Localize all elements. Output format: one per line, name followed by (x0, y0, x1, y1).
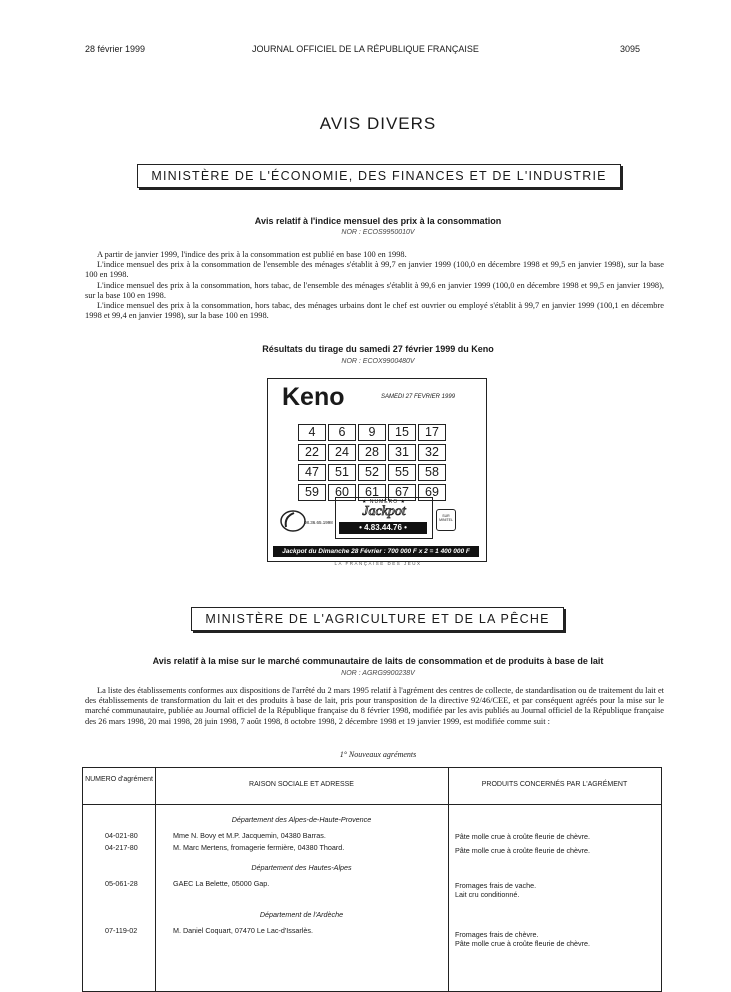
keno-number: 24 (328, 444, 356, 461)
numero-label: ★ NUMERO ★ (362, 499, 406, 505)
phone-number: 08.36.65.1998 (304, 520, 333, 525)
numero-cell: 04-217-80 (105, 843, 138, 852)
jackpot-number: • 4.83.44.76 • (339, 522, 427, 534)
keno-number: 15 (388, 424, 416, 441)
produit-cell: Pâte molle crue à croûte fleurie de chèvre. (455, 846, 591, 855)
ministry-economie-title: MINISTÈRE DE L'ÉCONOMIE, DES FINANCES ET DE L'INDUSTRIE (151, 169, 607, 183)
numero-cell: 04-021-80 (105, 831, 138, 840)
raison-cell: M. Daniel Coquart, 07470 Le Lac-d'Issarlès. (173, 926, 314, 935)
keno-number: 47 (298, 464, 326, 481)
avis2-body (85, 686, 664, 727)
minitel-label: SUR MINITEL (439, 514, 453, 522)
department-label: Département de l'Ardèche (259, 910, 344, 919)
avis1-paragraph: L'indice mensuel des prix à la consommation, hors tabac, de l'ensemble des ménages s'établit à 99,6 en janvier 1999 (100,0 en décembre 1998 et 99,5 en janvier 1998), sur la base 100 en 1998. (85, 280, 664, 300)
page-number: 3095 (620, 44, 641, 54)
department-label: Département des Alpes-de-Haute-Provence (231, 815, 372, 824)
avis2-title: Avis relatif à la mise sur le marché communautaire de laits de consommation et de produits à base de lait (152, 656, 604, 666)
journal-name: JOURNAL OFFICIEL DE LA RÉPUBLIQUE FRANÇAISE (252, 44, 479, 54)
header-date: 28 février 1999 (85, 44, 146, 54)
raison-cell: GAEC La Belette, 05000 Gap. (173, 879, 270, 888)
keno-draw-date: SAMEDI 27 FEVRIER 1999 (381, 394, 456, 400)
keno-number: 6 (328, 424, 356, 441)
keno-number: 58 (418, 464, 446, 481)
numero-cell: 05-061-28 (105, 879, 138, 888)
raison-cell: M. Marc Mertens, fromagerie fermière, 04380 Thoard. (173, 843, 345, 852)
avis1-paragraph: L'indice mensuel des prix à la consommation de l'ensemble des ménages s'établit à 99,7 en janvier 1999 (100,0 en décembre 1998 et 99,5 en janvier 1998), sur la base 100 en 1998. (85, 260, 664, 280)
avis1-body (85, 250, 664, 321)
produit-cell: Lait cru conditionné. (455, 890, 520, 899)
raison-cell: Mme N. Bovy et M.P. Jacquemin, 04380 Barras. (173, 831, 326, 840)
keno-number-grid (298, 424, 446, 501)
keno-number: 55 (388, 464, 416, 481)
avis1-title: Avis relatif à l'indice mensuel des prix à la consommation (254, 216, 502, 226)
avis1-paragraph: L'indice mensuel des prix à la consommation, hors tabac, des ménages urbains dont le chef est ouvrier ou employé s'établit à 99,7 en janvier 1999 (100,1 en décembre 1998 et 99,4 en janvier 1998), sur la base 100 en 1998. (85, 301, 664, 321)
avis1-nor: NOR : ECOS9950010V (341, 229, 415, 236)
header-numero: NUMERO d'agrément (85, 776, 153, 783)
keno-number: 31 (388, 444, 416, 461)
keno-results-title: Résultats du tirage du samedi 27 février 1999 du Keno (262, 344, 494, 354)
keno-logo: Keno (282, 383, 345, 411)
keno-number: 28 (358, 444, 386, 461)
keno-number: 32 (418, 444, 446, 461)
keno-number: 9 (358, 424, 386, 441)
avis2-nor: NOR : AGRG9900238V (341, 670, 415, 677)
keno-number: 17 (418, 424, 446, 441)
keno-number: 52 (358, 464, 386, 481)
header-produits: PRODUITS CONCERNÉS PAR L'AGRÉMENT (481, 781, 628, 788)
avis2-subheading: 1° Nouveaux agréments (339, 750, 417, 759)
ministry-agriculture-title: MINISTÈRE DE L'AGRICULTURE ET DE LA PÊCHE (205, 612, 550, 626)
keno-number: 69 (418, 484, 446, 501)
keno-number: 22 (298, 444, 326, 461)
produit-cell: Pâte molle crue à croûte fleurie de chèvre. (455, 832, 591, 841)
agrements-table (82, 767, 662, 992)
ministry-agriculture-box (191, 607, 564, 631)
ministry-economie-box (137, 164, 621, 188)
produit-cell: Fromages frais de vache. (455, 881, 537, 890)
avis2-paragraph: La liste des établissements conformes aux dispositions de l'arrêté du 2 mars 1995 relatif à l'agrément des centres de collecte, de standardisation ou de traitement du lait et des établissements de transformation du lait et des produits à base de lait, pris pour transposition de la directive 92/46/CEE, et par conséquent agréés pour la mise sur le marché communautaire, publiée au Journal officiel de la République française du 8 février 1998, modifiée par les avis publiés au Journal officiel de la République française des 26 mars 1998, 20 mai 1998, 28 juin 1998, 7 août 1998, 8 octobre 1998, 2 décembre 1998 et 19 janvier 1999, est modifiée comme suit : (85, 686, 664, 726)
produit-cell: Pâte molle crue à croûte fleurie de chèvre. (455, 939, 591, 948)
table-header (83, 768, 661, 805)
keno-number: 61 (358, 484, 386, 501)
department-label: Département des Hautes-Alpes (251, 863, 352, 872)
keno-number: 60 (328, 484, 356, 501)
keno-number: 4 (298, 424, 326, 441)
produit-cell: Fromages frais de chèvre. (455, 930, 539, 939)
jackpot-box (335, 497, 433, 539)
section-title: AVIS DIVERS (319, 114, 437, 133)
numero-cell: 07-119-02 (105, 926, 138, 935)
keno-number: 59 (298, 484, 326, 501)
keno-number: 51 (328, 464, 356, 481)
jackpot-banner: Jackpot du Dimanche 28 Février : 700 000 F x 2 = 1 400 000 F (273, 546, 479, 557)
minitel-icon (436, 509, 456, 531)
header-raison: RAISON SOCIALE ET ADRESSE (249, 781, 354, 788)
keno-footer: LA FRANÇAISE DES JEUX (334, 561, 422, 566)
avis1-paragraph: A partir de janvier 1999, l'indice des prix à la consommation est publié en base 100 en 1998. (97, 250, 407, 259)
jackpot-word: Jackpot (362, 504, 406, 519)
keno-ticket (267, 378, 487, 562)
keno-nor: NOR : ECOX9900480V (341, 358, 415, 365)
keno-number: 67 (388, 484, 416, 501)
